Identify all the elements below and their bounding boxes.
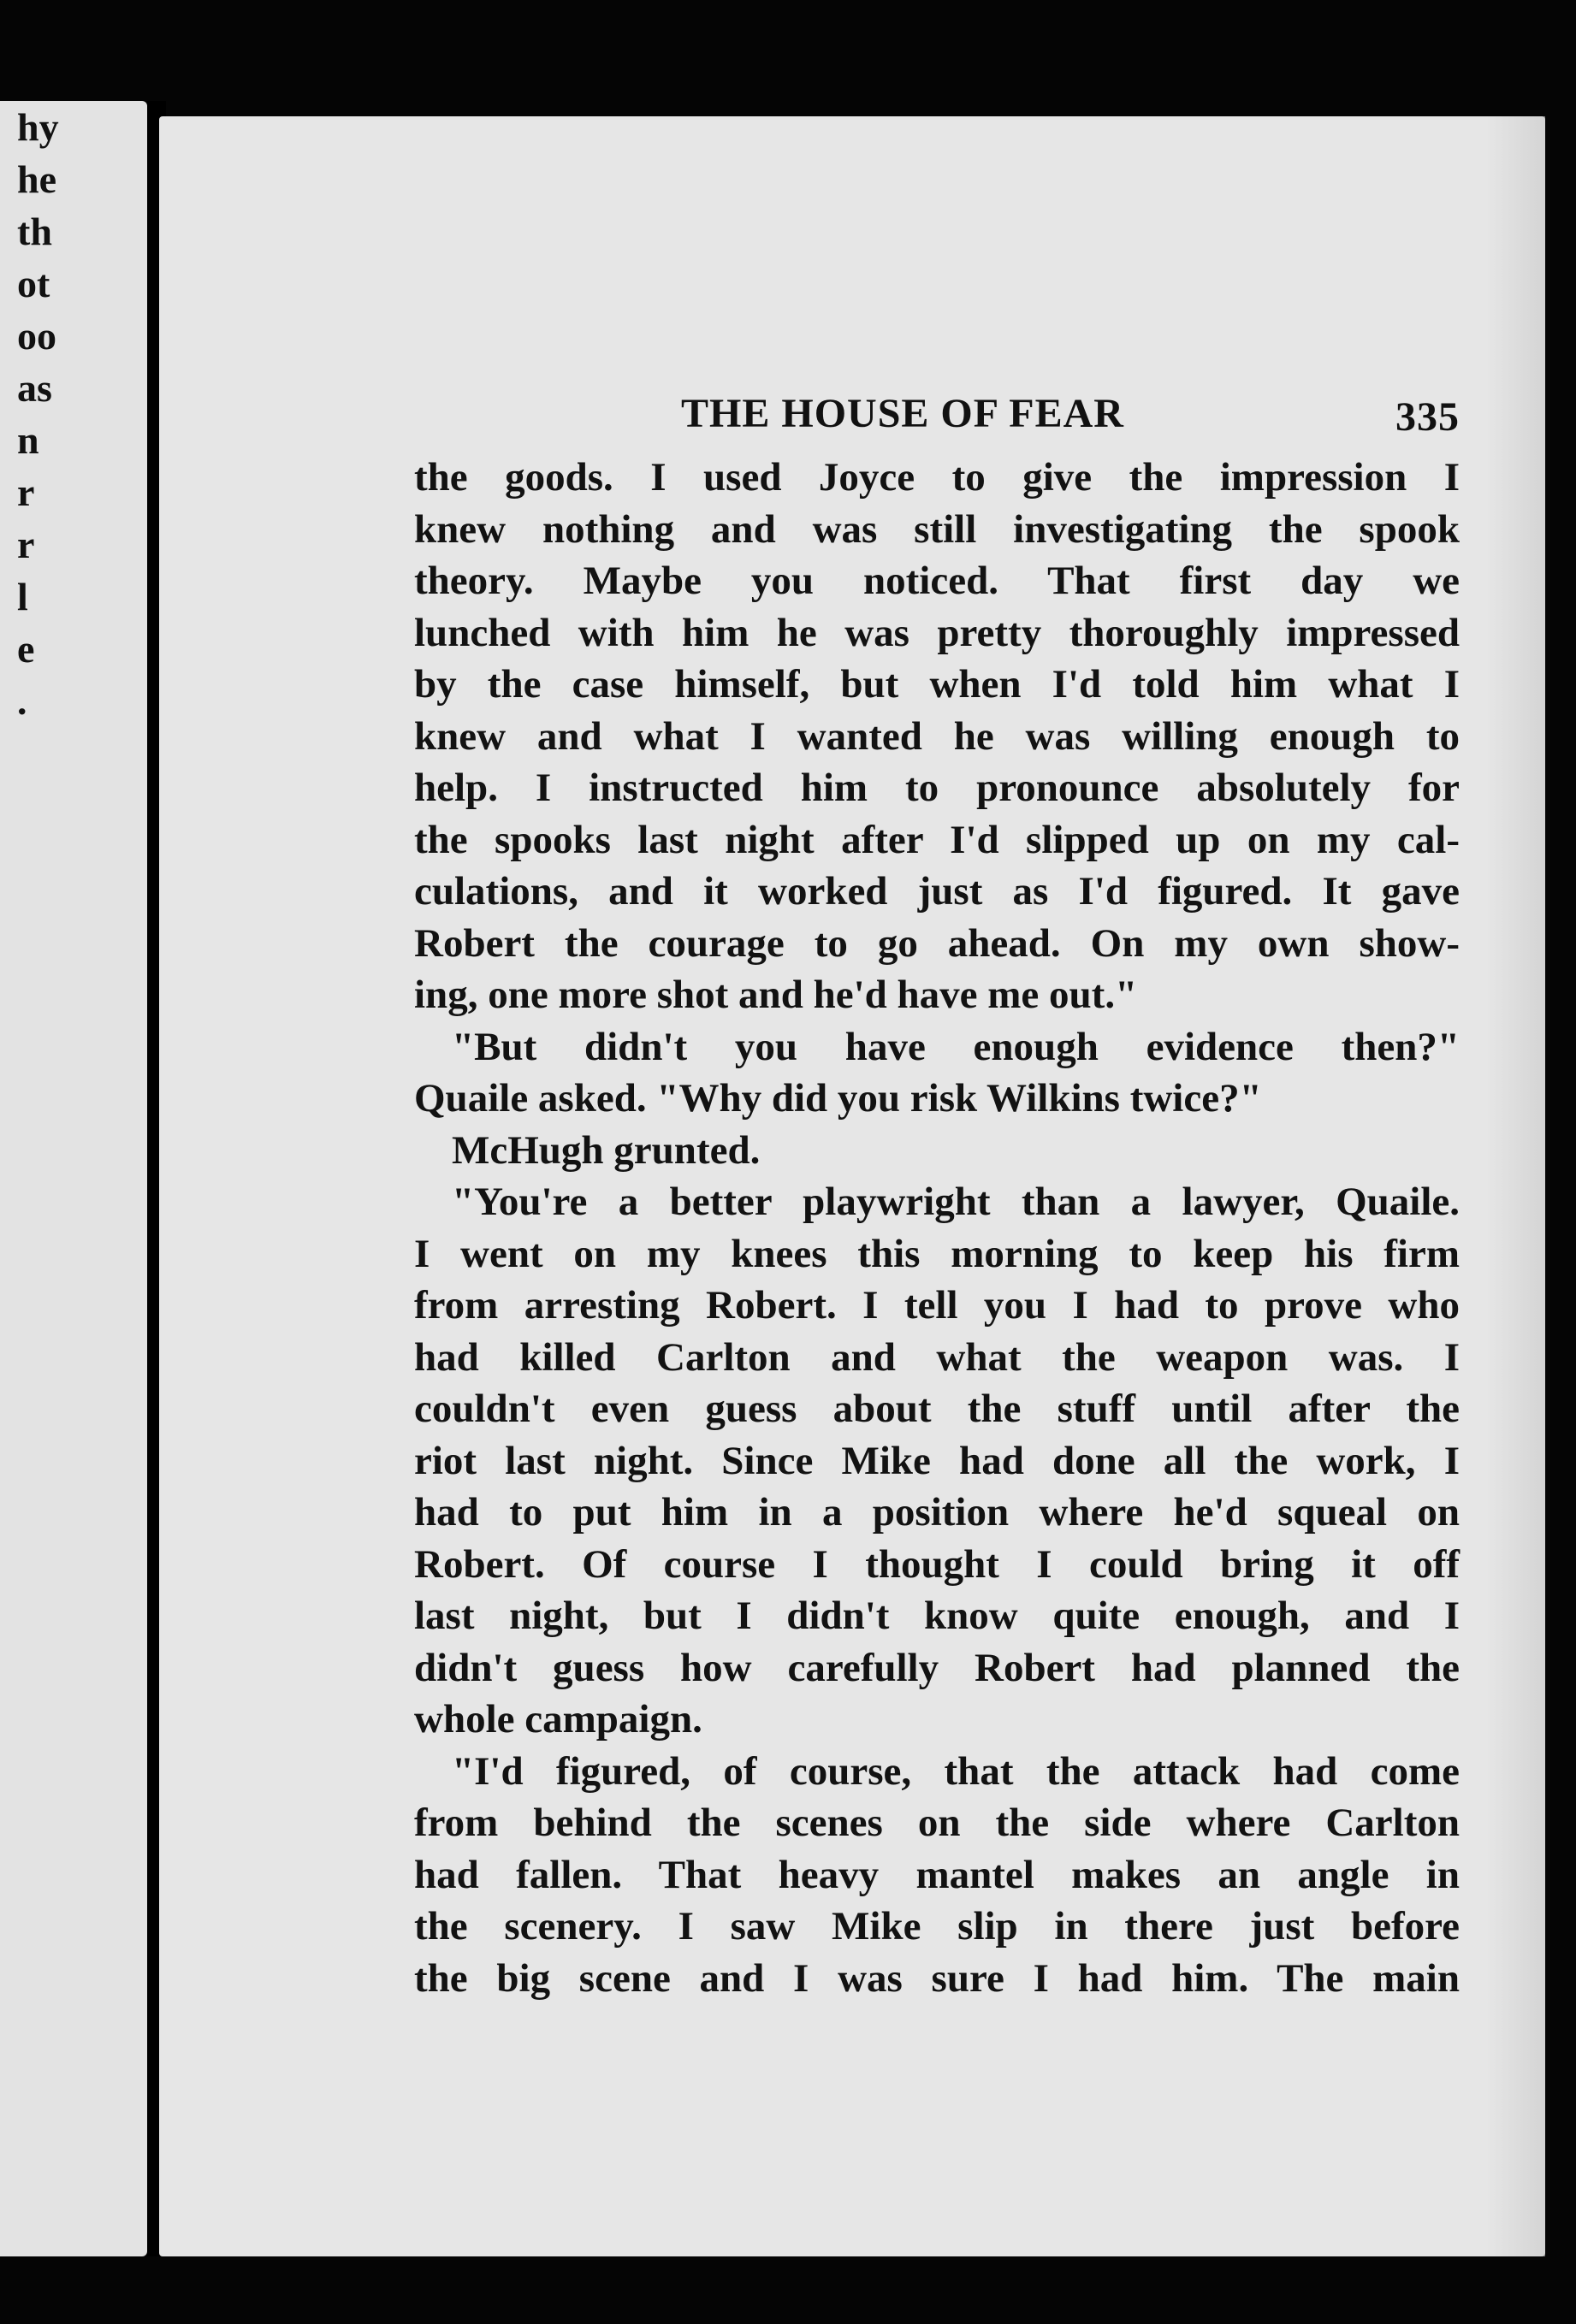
text-line: the big scene and I was sure I had him. The main xyxy=(414,1955,1460,2001)
left-fragment-line: hy xyxy=(17,105,59,149)
text-line: Robert. Of course I thought I could bring it off xyxy=(414,1541,1460,1587)
text-line: whole campaign. xyxy=(414,1697,702,1742)
text-line: help. I instructed him to pronounce absolutely for xyxy=(414,766,1460,810)
left-fragment-line: th xyxy=(17,210,52,253)
text-line: culations, and it worked just as I'd figured. It gave xyxy=(414,869,1460,914)
text-line: ing, one more shot and he'd have me out." xyxy=(414,973,1138,1017)
text-line: McHugh grunted. xyxy=(452,1127,761,1173)
left-page-edge xyxy=(0,101,147,2256)
text-line: had fallen. That heavy mantel makes an angle in xyxy=(414,1852,1460,1897)
book-title: THE HOUSE OF FEAR xyxy=(681,391,1124,436)
left-fragment-line: ot xyxy=(17,262,50,305)
text-line: riot last night. Since Mike had done all the work, I xyxy=(414,1438,1460,1483)
text-line: from arresting Robert. I tell you I had to prove who xyxy=(414,1283,1460,1328)
text-line: had killed Carlton and what the weapon was. I xyxy=(414,1334,1460,1380)
text-line: I went on my knees this morning to keep his firm xyxy=(414,1231,1460,1276)
left-fragment-line: n xyxy=(17,418,39,462)
text-line: the goods. I used Joyce to give the impression I xyxy=(414,455,1460,500)
text-line: didn't guess how carefully Robert had planned the xyxy=(414,1645,1460,1690)
left-fragment-line: he xyxy=(17,157,56,201)
text-line: "You're a better playwright than a lawyer, Quaile. xyxy=(452,1180,1460,1224)
text-line: knew nothing and was still investigating the spook xyxy=(414,506,1460,552)
left-page-text-fragments xyxy=(17,101,72,1008)
text-line: by the case himself, but when I'd told him what I xyxy=(414,662,1460,707)
left-fragment-line: . xyxy=(17,679,27,723)
left-fragment-line: r xyxy=(17,470,35,514)
text-line: last night, but I didn't know quite enough, and I xyxy=(414,1594,1460,1638)
text-line: Quaile asked. "Why did you risk Wilkins twice?" xyxy=(414,1076,1262,1121)
left-fragment-line: oo xyxy=(17,314,56,358)
left-fragment-line: l xyxy=(17,575,28,618)
left-fragment-line: r xyxy=(17,523,35,566)
text-line: Robert the courage to go ahead. On my own show- xyxy=(414,920,1460,966)
text-line: lunched with him he was pretty thoroughly impressed xyxy=(414,610,1460,655)
book-page xyxy=(159,116,1545,2256)
text-line: "But didn't you have enough evidence then?" xyxy=(452,1024,1460,1069)
left-fragment-line: e xyxy=(17,627,35,671)
body-text xyxy=(414,452,1460,2004)
text-line: from behind the scenes on the side where Carlton xyxy=(414,1801,1460,1845)
text-line: couldn't even guess about the stuff until after the xyxy=(414,1387,1460,1431)
page-content xyxy=(414,383,1460,2004)
text-line: "I'd figured, of course, that the attack had come xyxy=(452,1748,1460,1794)
text-line: knew and what I wanted he was willing enough to xyxy=(414,713,1460,759)
text-line: had to put him in a position where he'd squeal on xyxy=(414,1490,1460,1535)
text-line: the spooks last night after I'd slipped up on my cal- xyxy=(414,817,1460,862)
text-line: theory. Maybe you noticed. That first day we xyxy=(414,559,1460,603)
left-fragment-line: as xyxy=(17,366,52,410)
page-number: 335 xyxy=(1395,394,1460,440)
text-line: the scenery. I saw Mike slip in there just before xyxy=(414,1904,1460,1948)
running-head xyxy=(414,383,1460,445)
